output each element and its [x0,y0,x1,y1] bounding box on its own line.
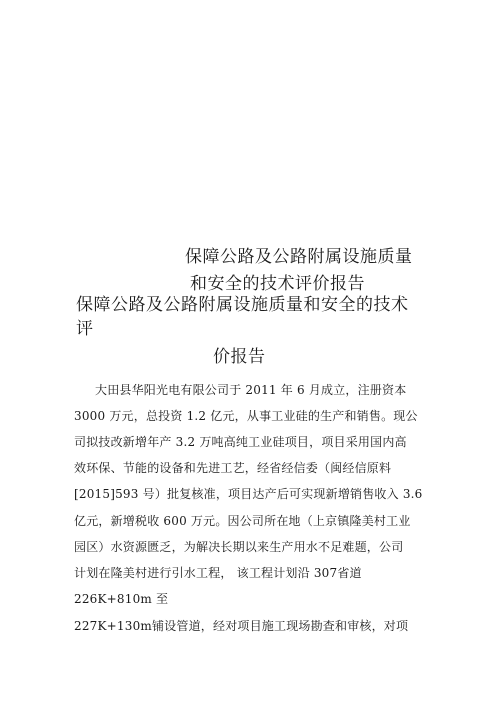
body-line-3: 司拟技改新增年产 3.2 万吨高纯工业硅项目，项目采用国内高 [74,435,407,449]
cover-title-line-1: 保障公路及公路附属设施质量 [185,247,413,267]
body-line-6: 亿元，新增税收 600 万元。因公司所在地（上京镇隆美村工业 [74,514,411,528]
body-line-1: 大田县华阳光电有限公司于 2011 年 6 月成立，注册资本 [95,383,407,397]
body-line-7: 园区）水资源匮乏，为解决长期以来生产用水不足难题，公司 [74,540,404,554]
body-line-2: 3000 万元，总投资 1.2 亿元，从事工业硅的生产和销售。现公 [74,409,418,423]
body-line-10: 227K+130m铺设管道，经对项目施工现场勘查和审核，对项 [74,619,409,633]
body-line-8: 计划在隆美村进行引水工程， 该工程计划沿 307省道 [74,566,362,580]
body-line-9: 226K+810m 至 [74,592,169,606]
body-line-4: 效环保、节能的设备和先进工艺，经省经信委（闽经信原料 [74,461,392,475]
body-line-5: [2015]593 号）批复核准，项目达产后可实现新增销售收入 3.6 [74,487,423,501]
heading-line-3: 价报告 [213,347,266,367]
heading-line-2: 评 [76,319,94,339]
heading-line-1: 保障公路及公路附属设施质量和安全的技术 [76,295,409,315]
cover-title-line-2: 和安全的技术评价报告 [190,274,365,294]
